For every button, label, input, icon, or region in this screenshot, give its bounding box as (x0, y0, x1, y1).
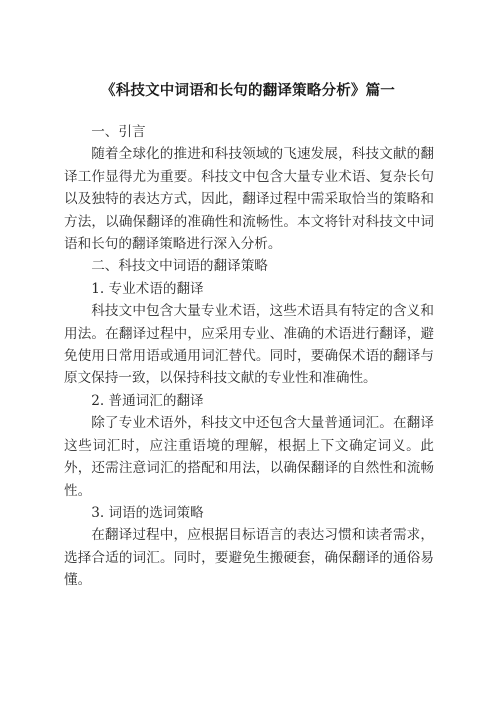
document-body (64, 121, 434, 592)
document-title: 《科技文中词语和长句的翻译策略分析》篇一 (101, 82, 395, 99)
subheading-terminology: 1. 专业术语的翻译 (91, 280, 204, 297)
terminology-paragraph: 科技文中包含大量专业术语，这些术语具有特定的含义和用法。在翻译过程中，应采用专业、准确的术语进行翻译，避免使用日常用语或通用词汇替代。同时，要确保术语的翻译与原文保持一致，以保持科技文献的专业性和准确性。 (64, 303, 434, 387)
section-heading-introduction: 一、引言 (91, 124, 146, 140)
common-words-paragraph: 除了专业术语外，科技文中还包含大量普通词汇。在翻译这些词汇时，应注重语境的理解，根据上下文确定词义。此外，还需注意词汇的搭配和用法，以确保翻译的自然性和流畅性。 (64, 415, 434, 499)
subheading-word-choice: 3. 词语的选词策略 (91, 504, 204, 521)
subheading-common-words: 2. 普通词汇的翻译 (91, 392, 204, 409)
word-choice-paragraph: 在翻译过程中，应根据目标语言的表达习惯和读者需求，选择合适的词汇。同时，要避免生搬硬套，确保翻译的通俗易懂。 (64, 527, 434, 589)
section-heading-word-strategies: 二、科技文中词语的翻译策略 (91, 258, 268, 275)
intro-paragraph: 随着全球化的推进和科技领域的飞速发展，科技文献的翻译工作显得尤为重要。科技文中包含大量专业术语、复杂长句以及独特的表达方式，因此，翻译过程中需采取恰当的策略和方法，以确保翻译的准确性和流畅性。本文将针对科技文中词语和长句的翻译策略进行深入分析。 (64, 146, 434, 253)
